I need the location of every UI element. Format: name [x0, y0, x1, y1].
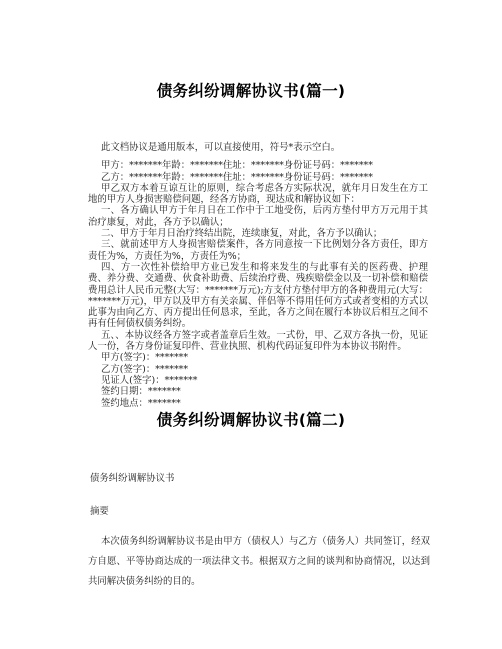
signature-party-a: 甲方(签字)：******* — [101, 352, 189, 364]
agreement-section-1 — [88, 142, 428, 409]
clause-4: 四、方一次性补偿给甲方业已发生和将来发生的与此事有关的医药费、护理费、养分费、交通费、伙食补助费、后续治疗费、残疾赔偿金以及一切补偿和赔偿费用总计人民币元整(大写：*******万元);方支付方垫付甲方的各种费用元(大写：*******万元)，甲方以及甲方有关亲属、伴侣等不得用任何方式或者变相的方式以此事为由向乙方、丙方提出任何恳求，至此，各方之间在履行本协议后相互之间不再有任何债权债务纠纷。 — [88, 261, 428, 330]
intro-paragraph: 此文档协议是通用版本，可以直接使用，符号*表示空白。 — [101, 142, 341, 153]
signing-place: 签约地点：******* — [101, 397, 181, 409]
clause-1: 一、各方确认甲方于年月日在工作中于工地受伤，后丙方垫付甲方万元用于其治疗康复，对此，各方予以确认； — [88, 205, 428, 228]
signing-date: 签约日期：******* — [101, 386, 181, 398]
clause-2: 二、甲方于年月日治疗终结出院，连续康复，对此，各方予以确认； — [101, 228, 383, 240]
abstract-label: 摘要 — [90, 506, 109, 517]
party-a-line: 甲方：*******年龄：*******住址：*******身份证号码：******* — [101, 160, 373, 172]
document-title-1: 债务纠纷调解协议书(篇一) — [156, 82, 346, 100]
signature-witness: 见证人(签字)：******* — [101, 374, 198, 386]
party-b-line: 乙方：*******年龄：*******住址：*******身份证号码：******* — [101, 171, 373, 183]
abstract-body: 本次债务纠纷调解协议书是由甲方（债权人）与乙方（债务人）共同签订，经双方自愿、平等协商达成的一项法律文书。根据双方之间的谈判和协商情况，以达到共同解决债务纠纷的目的。 — [88, 536, 430, 587]
document-title-2: 债务纠纷调解协议书(篇二) — [156, 411, 346, 429]
section-label: 债务纠纷调解协议书 — [90, 473, 175, 484]
signature-party-b: 乙方(签字)：******* — [101, 363, 189, 375]
preamble-paragraph: 甲乙双方本着互谅互让的原则，综合考虑各方实际状况，就年月日发生在方工地的甲方人身损害赔偿问题，经各方协商，现达成和解协议如下： — [88, 182, 428, 206]
clause-5: 五、、本协议经各方签字或者盖章后生效。一式份，甲、乙双方各执一份，见证人一份，各方身份证复印件、营业执照、机构代码证复印件为本协议书附件。 — [88, 329, 428, 353]
clause-3: 三、就前述甲方人身损害赔偿案件，各方同意按一下比例划分各方责任，即方责任为%，方责任为%，方责任为%； — [88, 239, 428, 262]
